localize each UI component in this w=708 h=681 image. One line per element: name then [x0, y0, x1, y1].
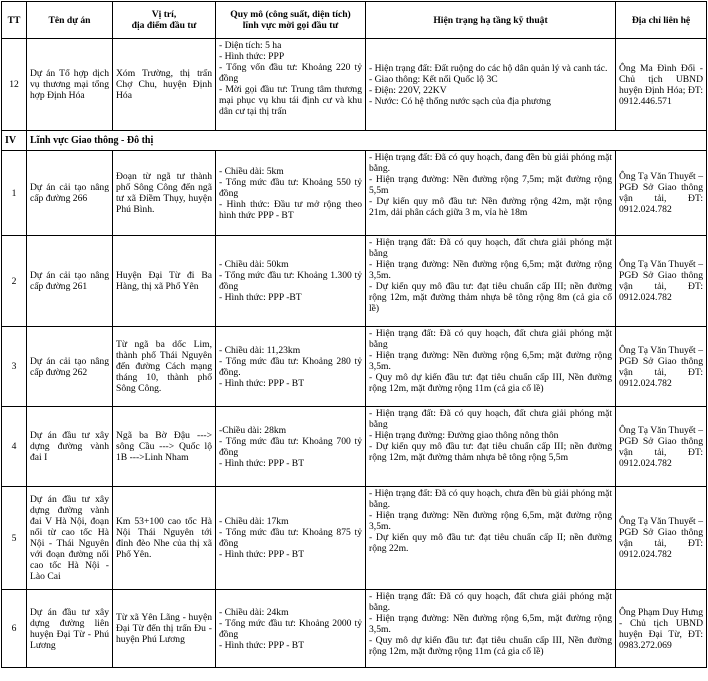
scale-line: - Hình thức: PPP -BT: [219, 292, 302, 303]
scale-line: - Hình thức: Đầu tư mở rộng theo hình thức PPP - BT: [219, 198, 362, 221]
infra-line: - Nước: Có hệ thống nước sạch của địa phương: [369, 95, 551, 107]
row-infra: [366, 236, 616, 327]
section-title: Lĩnh vực Giao thông - Đô thị: [27, 131, 707, 151]
row-location: Ngã ba Bờ Đậu ---> sông Cầu ---> Quốc lộ 1B --->Linh Nham: [113, 407, 216, 487]
row-tt: 5: [2, 487, 27, 590]
row-infra: [366, 39, 616, 131]
row-tt: 12: [2, 39, 27, 131]
scale-line: - Hình thức: PPP: [219, 51, 285, 62]
section-row: [2, 131, 707, 151]
table-header-row: [2, 2, 707, 39]
infra-line: - Hiện trạng đất: Đã có quy hoạch, đất chưa giải phóng mặt bằng: [369, 328, 612, 350]
infra-line: - Quy mô dự kiến đầu tư: đạt tiêu chuẩn cấp III, Nền đường rộng 12m, mặt đường rộng 11m (cả gia cố lề): [369, 635, 612, 657]
table-row: [2, 151, 707, 236]
scale-line: - Chiều dài: 24km: [219, 606, 289, 618]
table-row: [2, 39, 707, 131]
infra-line: - Hiện trạng đất: Đã có quy hoạch, đất chưa giải phóng mặt bằng.: [369, 591, 612, 613]
row-contact: Ông Tạ Văn Thuyết – PGĐ Sở Giao thông vận tải, ĐT: 0912.024.782: [616, 151, 707, 236]
row-location: Xóm Trường, thị trấn Chợ Chu, huyện Định Hóa: [113, 39, 216, 131]
row-location: Km 53+100 cao tốc Hà Nội Thái Nguyên tới đỉnh đèo Nhe của thị xã Phổ Yên.: [113, 487, 216, 590]
row-scale: [216, 327, 366, 407]
table-row: [2, 487, 707, 590]
infra-line: - Dự kiến quy mô đầu tư: đạt tiêu chuẩn cấp II; nền đường rộng 22m.: [369, 532, 612, 554]
row-name: Dự án cải tạo nâng cấp đường 266: [27, 151, 113, 236]
infra-line: - Hiện trạng đất: Đã có quy hoạch, chưa đền bù giải phóng mặt bằng.: [369, 488, 612, 510]
infra-line: - Điện: 220V, 22KV: [369, 84, 447, 96]
row-tt: 2: [2, 236, 27, 327]
scale-line: - Chiều dài: 17km: [219, 516, 289, 527]
scale-line: - Tổng mức đầu tư: Khoảng 550 tỷ đồng: [219, 176, 362, 199]
table-row: [2, 327, 707, 407]
scale-line: - Tổng vốn đầu tư: Khoảng 220 tỷ đồng: [219, 62, 362, 84]
header-contact: Địa chỉ liên hệ: [616, 2, 707, 39]
row-scale: [216, 236, 366, 327]
row-location: Đoạn từ ngã tư thành phố Sông Công đến ngã tư xã Điềm Thụy, huyện Phú Bình.: [113, 151, 216, 236]
header-tt: TT: [2, 2, 27, 39]
table-row: [2, 236, 707, 327]
row-tt: 3: [2, 327, 27, 407]
scale-line: - Tổng mức đầu tư: Khoảng 280 tỷ đồng.: [219, 355, 362, 378]
scale-line: - Hình thức: PPP - BT: [219, 377, 305, 389]
row-infra: [366, 151, 616, 236]
infra-line: - Dự kiến quy mô đầu tư: Nền đường rộng 42m, mặt rộng 21m, dải phân cách giữa 3 m, vỉa hè 18m: [369, 196, 612, 218]
scale-line: - Tổng mức đầu tư: Khoảng 875 tỷ đồng: [219, 527, 362, 549]
infra-line: - Hiện trạng đất: Đã có quy hoạch, đất chưa giải phóng mặt bằng: [369, 408, 612, 430]
scale-line: - Tổng mức đầu tư: Khoảng 700 tỷ đồng: [219, 435, 362, 458]
section-number: IV: [2, 131, 27, 151]
row-tt: 6: [2, 590, 27, 668]
infra-line: - Hiện trạng đất: Đã có quy hoạch, đất chưa giải phóng mặt bằng: [369, 237, 612, 259]
row-tt: 4: [2, 407, 27, 487]
row-infra: [366, 487, 616, 590]
row-infra: [366, 590, 616, 668]
row-infra: [366, 407, 616, 487]
row-location: Từ ngã ba dốc Lim, thành phố Thái Nguyên đến đường Cách mạng tháng 10, thành phố Sông Công.: [113, 327, 216, 407]
infra-line: - Hiện trạng đường: Nền đường rộng 6,5m; mặt đường rộng 3,5m.: [369, 259, 612, 281]
row-tt: 1: [2, 151, 27, 236]
scale-line: - Hình thức: PPP - BT: [219, 639, 305, 651]
row-scale: [216, 590, 366, 668]
row-scale: [216, 151, 366, 236]
infra-line: - Hiện trạng đường: Nền đường rộng 6,5m, mặt đường rộng 3,5m.: [369, 510, 612, 532]
infra-line: - Dự kiến quy mô đầu tư: đạt tiêu chuẩn cấp III; nền đường rộng 12m, mặt đường thảm nhựa bê tông rộng 5,5m: [369, 441, 612, 463]
table-row: [2, 590, 707, 668]
investment-projects-table: [1, 1, 707, 668]
scale-line: - Chiều dài: 11,23km: [219, 344, 301, 356]
header-location: Vị trí, địa điểm đầu tư: [113, 2, 216, 39]
row-name: Dự án cải tạo nâng cấp đường 262: [27, 327, 113, 407]
scale-line: - Tổng mức đầu tư: Khoảng 2000 tỷ đồng: [219, 617, 362, 640]
infra-line: - Hiện trạng đường: Nền đường rộng 6,5m, mặt đường rộng 3,5m.: [369, 613, 612, 635]
infra-line: - Hiện trạng đường: Nền đường rộng 7,5m; mặt đường rộng 5,5m: [369, 174, 612, 196]
row-name: Dự án đầu tư xây dựng đường vành đai V Hà Nội, đoạn nối từ cao tốc Hà Nội - Thái Nguyên với đoạn đường nối cao tốc Hà Nội - Lào Cai: [27, 487, 113, 590]
scale-line: - Mời gọi đầu tư: Trung tâm thương mại phục vụ khu tái định cư và khu dân cư tại thị trấn: [219, 84, 362, 117]
row-contact: Ông Tạ Văn Thuyết – PGĐ Sở Giao thông vận tải, ĐT: 0912.024.782: [616, 487, 707, 590]
row-contact: Ông Tạ Văn Thuyết – PGĐ Sở Giao thông vận tải, ĐT: 0912.024.782: [616, 327, 707, 407]
scale-line: - Tổng mức đầu tư: Khoảng 1.300 tỷ đồng: [219, 270, 362, 292]
row-scale: [216, 487, 366, 590]
scale-line: - Chiều dài: 50km: [219, 259, 289, 270]
infra-line: - Hiện trạng đường: Nền đường rộng 6,5m; mặt đường rộng 3,5m.: [369, 350, 612, 372]
infra-line: - Quy mô dự kiến đầu tư: đạt tiêu chuẩn cấp III, Nền đường rộng 12m, mặt đường rộng 11m (cả gia cố lề): [369, 372, 612, 394]
scale-line: -Chiều dài: 28km: [219, 424, 287, 436]
scale-line: - Hình thức: PPP - BT: [219, 457, 305, 469]
scale-line: - Chiều dài: 5km: [219, 165, 284, 177]
table-row: [2, 407, 707, 487]
row-contact: Ông Tạ Văn Thuyết – PGĐ Sở Giao thông vận tải, ĐT: 0912.024.782: [616, 236, 707, 327]
infra-line: - Dự kiến quy mô đầu tư: đạt tiêu chuẩn cấp III; nền đường rộng 12m, mặt đường thảm nhựa bê tông rộng 8m (cả gia cố lề): [369, 281, 612, 314]
row-scale: [216, 407, 366, 487]
infra-line: - Hiện trạng đường: Đường giao thông nông thôn: [369, 430, 559, 441]
row-scale: [216, 39, 366, 131]
row-contact: Ông Ma Đình Đối - Chủ tịch UBND huyện Định Hóa; ĐT: 0912.446.571: [616, 39, 707, 131]
row-name: Dự án đầu tư xây dựng đường vành đai I: [27, 407, 113, 487]
header-infra: Hiện trạng hạ tầng kỹ thuật: [366, 2, 616, 39]
row-location: Huyện Đại Từ đi Ba Hàng, thị xã Phổ Yên: [113, 236, 216, 327]
infra-line: - Hiện trạng đất: Đã có quy hoạch, đang đền bù giải phóng mặt bằng.: [369, 152, 612, 174]
row-infra: [366, 327, 616, 407]
scale-line: - Hình thức: PPP - BT: [219, 549, 305, 560]
header-scale: Quy mô (công suất, diện tích) lĩnh vực mời gọi đầu tư: [216, 2, 366, 39]
header-name: Tên dự án: [27, 2, 113, 39]
row-contact: Ông Tạ Văn Thuyết – PGĐ Sở Giao thông vận tải, ĐT: 0912.024.782: [616, 407, 707, 487]
row-name: Dự án cải tạo nâng cấp đường 261: [27, 236, 113, 327]
scale-line: - Diện tích: 5 ha: [219, 40, 282, 51]
row-name: Dự án đầu tư xây dựng đường liên huyện Đại Từ - Phú Lương: [27, 590, 113, 668]
row-name: Dự án Tổ hợp dịch vụ thương mại tổng hợp Định Hóa: [27, 39, 113, 131]
infra-line: - Hiện trạng đất: Đất ruộng do các hộ dân quản lý và canh tác.: [369, 62, 608, 74]
infra-line: - Giao thông: Kết nối Quốc lộ 3C: [369, 73, 498, 85]
row-contact: Ông Phạm Duy Hưng - Chủ tịch UBND huyện Đại Từ, ĐT: 0983.272.069: [616, 590, 707, 668]
row-location: Từ xã Yên Lãng - huyện Đại Từ đến thị trấn Đu - huyện Phú Lương: [113, 590, 216, 668]
